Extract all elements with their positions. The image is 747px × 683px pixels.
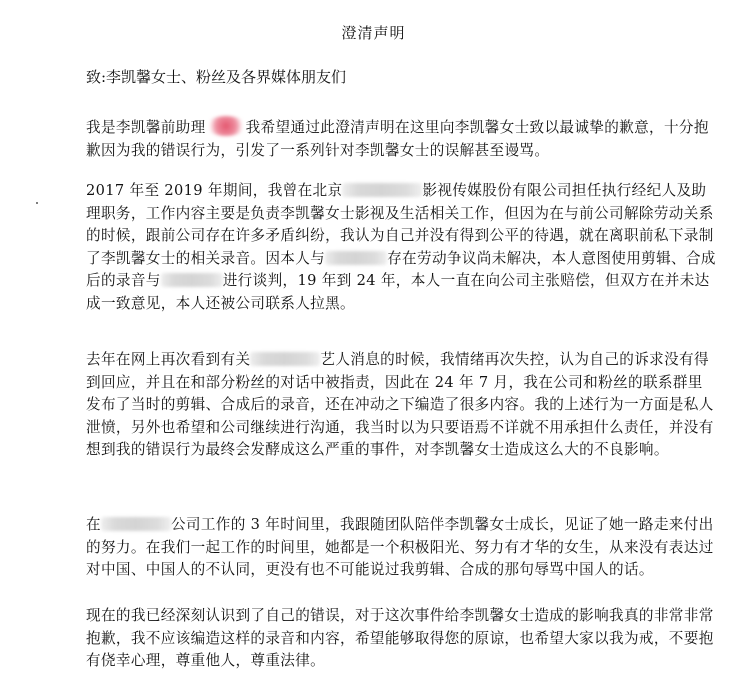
paragraph-2-text-b: 影视传媒股份有限公司担任执行经纪人及助理职务，工作内容主要是负责李凯馨女士影视及生活相关工作，但因为在与前公司解除劳动关系的时候，跟前公司存在许多矛盾纠纷，我认为自己并没有得到公平的待遇，就在离职前私下录制了李凯馨女士的相关录音。因本人与: [86, 182, 714, 267]
paragraph-3-text-b: 艺人消息的时候，我情绪再次失控，认为自己的诉求没有得到回应，并且在和部分粉丝的对话中被指责，因此在 24 年 7 月，我在公司和粉丝的联系群里发布了当时的剪辑、合成后的录音，还在冲动之下编造了很多内容。我的上述行为一方面是私人泄愤，另外也希望和公司继续进行沟通，我当时以为只要语焉不详就不用承担什么责任，并没有想到我的错误行为最终会发酵成这么严重的事件，对李凯馨女士造成这么大的不良影响。: [86, 351, 714, 458]
paragraph-5: 现在的我已经深刻认识到了自己的错误，对于这次事件给李凯馨女士造成的影响我真的非常非常抱歉，我不应该编造这样的录音和内容，希望能够取得您的原谅，也希望大家以我为戒，不要抱有侥幸心理，尊重他人，尊重法律。: [86, 607, 714, 669]
paragraph-2-text-c: 存在劳动争议尚未解决，本人意图使用剪辑、合成后的录音与: [86, 249, 716, 289]
paragraph-1: [86, 116, 716, 162]
redacted-company-2: [325, 251, 387, 265]
paragraph-4-text-b: 公司工作的 3 年时间里，我跟随团队陪伴李凯馨女士成长，见证了她一路走来付出的努力。在我们一起工作的时间里，她都是一个积极阳光、努力有才华的女生，从来没有表达过对中国、中国人的不认同，更没有也不可能说过我剪辑、合成的那句辱骂中国人的话。: [86, 516, 714, 578]
redacted-company-4: [250, 352, 320, 366]
paragraph-4-text-a: 在: [86, 516, 101, 533]
paragraph-1-text-b: 我希望通过此澄清声明在这里向李凯馨女士致以最诚挚的歉意，十分抱歉因为我的错误行为，引发了一系列针对李凯馨女士的误解甚至谩骂。: [86, 119, 709, 159]
redacted-company-5: [101, 517, 171, 531]
salutation: 致:李凯馨女士、粉丝及各界媒体朋友们: [86, 68, 347, 86]
paragraph-2: [86, 180, 716, 315]
redacted-company-3: [161, 273, 223, 287]
paragraph-1-text-a: 我是李凯馨前助理: [86, 119, 206, 136]
redacted-company-1: [342, 183, 422, 197]
scan-speck: [36, 202, 38, 204]
paragraph-2-text-d: 进行谈判，19 年到 24 年，本人一直在向公司主张赔偿，但双方在并未达成一致意见，本人还被公司联系人拉黑。: [86, 272, 710, 312]
paragraph-2-text-a: 2017 年至 2019 年期间，我曾在北京: [86, 182, 343, 199]
paragraph-3-text-a: 去年在网上再次看到有关: [86, 351, 251, 368]
redacted-name-mark: [206, 116, 246, 136]
paragraph-3: [86, 349, 716, 462]
page-title: 澄清声明: [341, 24, 406, 42]
paragraph-4: [86, 514, 716, 582]
